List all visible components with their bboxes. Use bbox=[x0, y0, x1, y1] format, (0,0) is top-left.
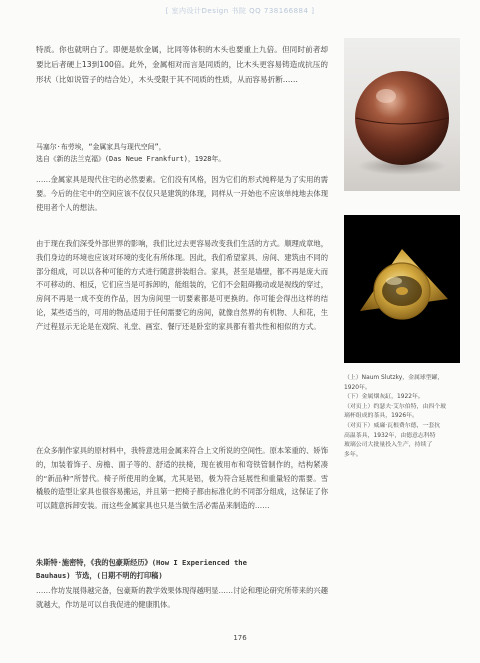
paragraph-5: ……作坊发展得越完备，包豪斯的教学效果体现得越明显……讨论和理论研究所带来的兴趣就越大，作坊是可以自我促进的健康肌体。 bbox=[36, 586, 328, 609]
quote-heading-breuer bbox=[36, 141, 328, 165]
paragraph-2: ……金属家具是现代住宅的必然要素。它们没有风格，因为它们的形式纯粹是为了实用的需要。今后的住宅中的空间应该不仅仅只是建筑的体现，同样从一开始也不应该单纯地去体现使用者个人的想法。 bbox=[36, 175, 328, 212]
caption-line: 高温茶具，1932年，由德意志科特 bbox=[344, 432, 436, 439]
caption-line: 多年。 bbox=[344, 451, 362, 458]
caption-line: （上）Naum Slutzky，金属球型罐， bbox=[344, 375, 444, 381]
heading-line: 朱斯特·施密特，《我的包豪斯经历》(How I Experienced the bbox=[36, 558, 247, 567]
caption-line: （对页下）威廉·瓦根费尔德，一套抗 bbox=[344, 422, 441, 429]
caption-line: 1920年。 bbox=[344, 384, 371, 391]
spherical-jar-photo bbox=[344, 38, 460, 191]
ashtray-photo bbox=[344, 215, 460, 363]
caption-line: （下）金属烟灰缸，1922年。 bbox=[344, 394, 424, 401]
heading-line: Bauhaus) 节选，(日期不明的打印稿) bbox=[36, 571, 163, 580]
page-number: 176 bbox=[233, 634, 247, 642]
paragraph-1: 特质。你也就明白了。即便是软金属，比同等体积的木头也要重上九倍。但同时前者却要比后者硬上13到100倍。此外，金属相对而言是同质的，比木头更容易铸造成抗压的形状（比如说管子的结合处），木头受限于其不同质的性质，从而容易折断…… bbox=[36, 45, 328, 84]
quote-heading-schmidt bbox=[36, 556, 328, 582]
heading-line: 选自《新的法兰克福》(Das Neue Frankfurt)，1928年。 bbox=[36, 155, 226, 163]
caption-line: 璃杯组成的茶具，1926年。 bbox=[344, 413, 418, 420]
photo-caption bbox=[344, 374, 462, 460]
heading-line: 马塞尔·布劳埃，“金属家具与现代空间”， bbox=[36, 143, 166, 151]
paragraph-4: 在众多制作家具的原材料中，我特意选用金属来符合上文所说的空间性。原本笨重的、矫饰的，加装着饰子、房檐、面子等的、舒适的扶椅，现在被用布和弯铁管制作的，结构紧凑的“新品种”所替代。椅子所使用的金属，尤其是铝，极为符合延展性和重量轻的需要。雪橇般的造型让家具也很容易搬运，并且第一把椅子都由标准化的不同部分组成，这保证了你可以随意拆卸安装。而这些金属家具也只是当做生活必需品来制造的…… bbox=[36, 446, 328, 511]
caption-line: （对页上）约瑟夫·艾尔伯特，由四个玻 bbox=[344, 403, 447, 410]
caption-line: 玻璃公司大批量投入生产，持续了 bbox=[344, 442, 433, 449]
paragraph-3: 由于现在我们深受外部世界的影响，我们比过去更容易改变我们生活的方式。顺理成章地，我们身边的环境也应该对环境的变化有所体现。因此，我们希望家具、房间、建筑由不同的部分组成，可以以各种可能的方式进行随意拼装组合。家具，甚至是墙壁，都不再是庞大而不可移动的、相反，它们应当是可拆卸的，能组装的，它们不会阻碍搬动或是视线的穿过，房间不再是一成不变的作品，因为房间里一切要素都是可更换的。你可能会得出这样的结论，某些适当的，可用的物品适用于任何需要它的房间，就像自然界的有机物、人和花，生产过程显示无论是在戏院、礼堂、画室、餐厅还是卧室的家具都有着共性和相似的方式。 bbox=[36, 239, 328, 331]
watermark: [ 室内设计Design 书院 QQ 738166884 ] bbox=[165, 7, 315, 15]
